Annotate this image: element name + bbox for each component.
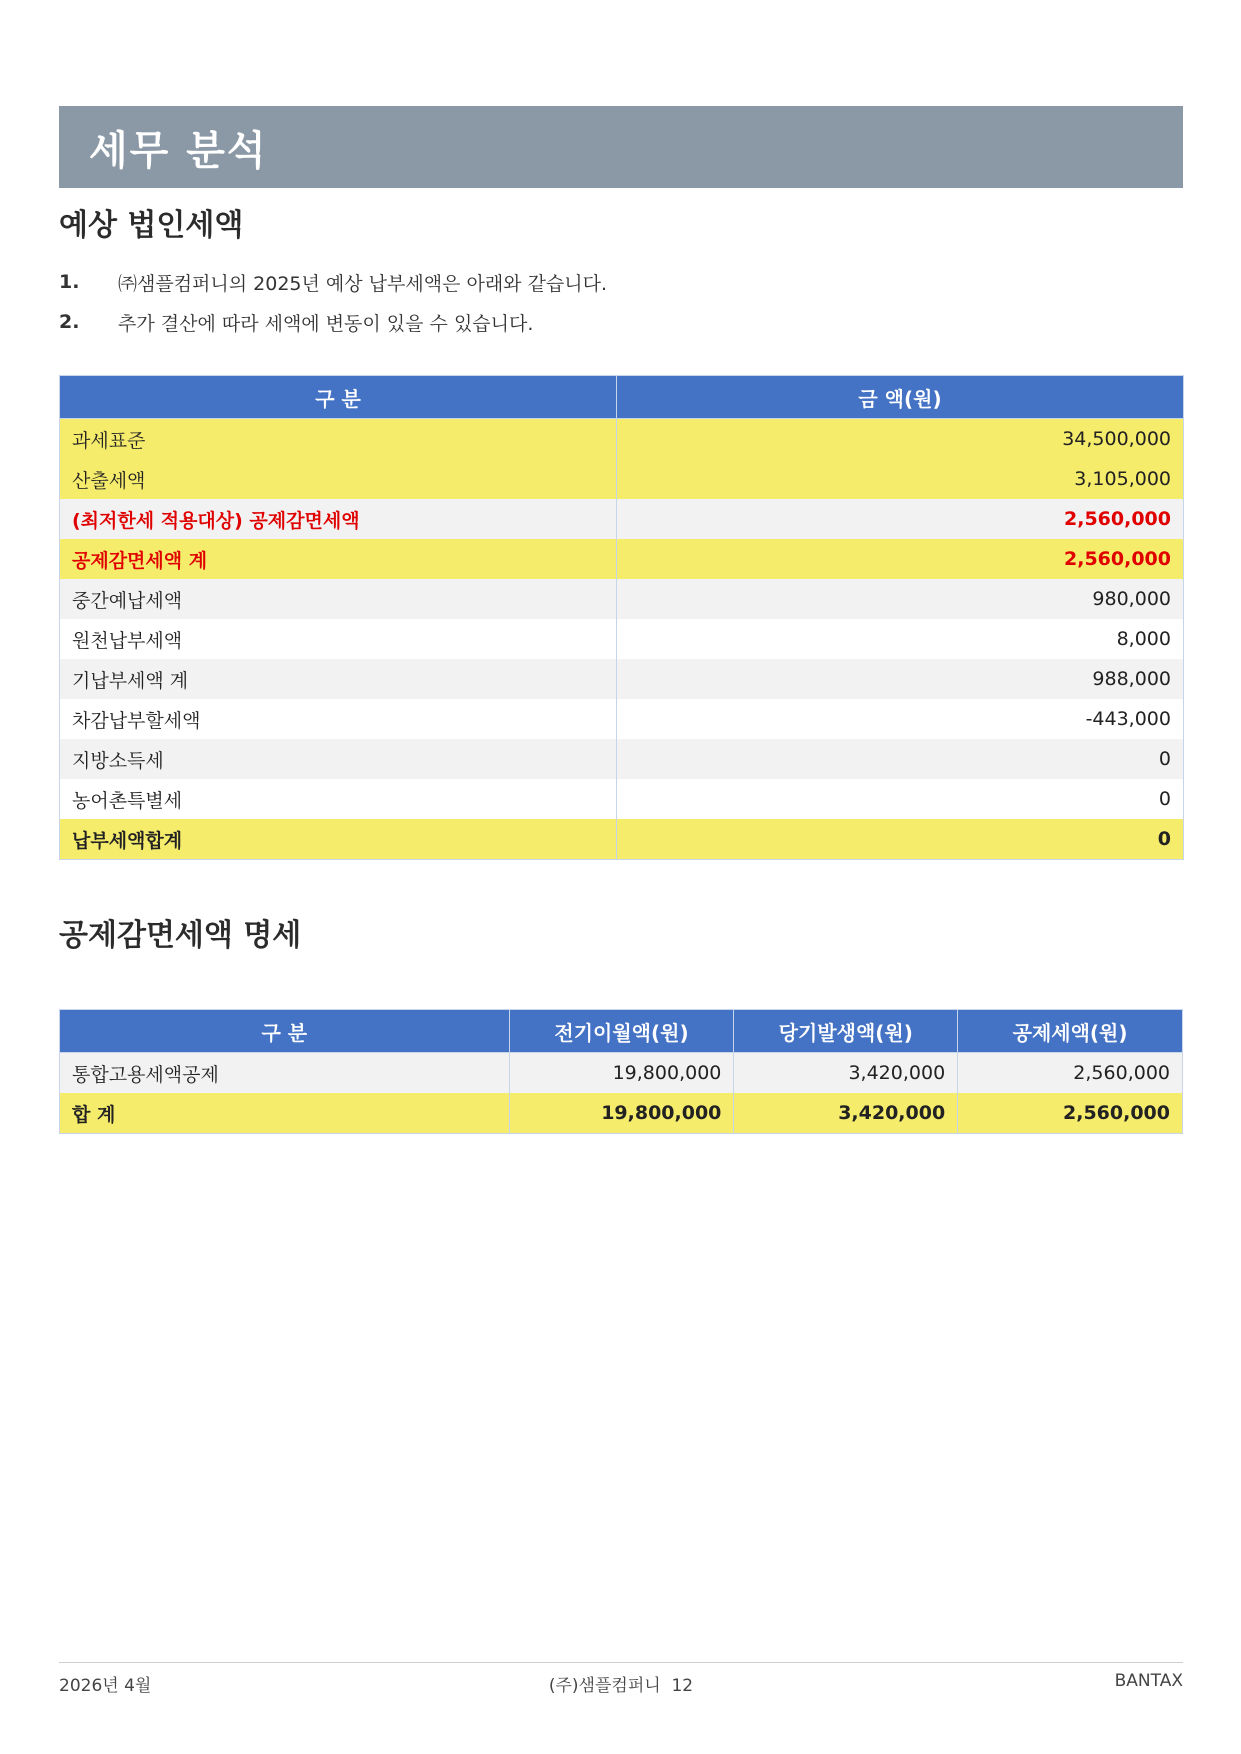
table-row (60, 1093, 1183, 1134)
notes-list (59, 262, 1183, 342)
page-title: 세무 분석 (89, 127, 268, 174)
column-header-deduction: 공제세액(원) (958, 1010, 1183, 1053)
row-deduction: 2,560,000 (958, 1093, 1183, 1134)
row-deduction: 2,560,000 (958, 1053, 1183, 1094)
row-carryover: 19,800,000 (509, 1053, 734, 1094)
row-label: 통합고용세액공제 (60, 1053, 510, 1094)
section-title-deduction-detail: 공제감면세액 명세 (59, 918, 302, 953)
row-label: 중간예납세액 (60, 579, 617, 619)
row-amount: 3,105,000 (617, 459, 1184, 499)
footer-company-page: (주)샘플컴퍼니 12 (548, 1676, 694, 1696)
note-text: ㈜샘플컴퍼니의 2025년 예상 납부세액은 아래와 같습니다. (118, 272, 608, 295)
expected-tax-table-body (60, 419, 1184, 860)
row-label: 납부세액합계 (60, 819, 617, 860)
table-row (60, 699, 1184, 739)
table-row (60, 659, 1184, 699)
footer-brand: BANTAX (1114, 1671, 1183, 1691)
table-row (60, 1053, 1183, 1094)
table-header-row (60, 1010, 1183, 1053)
column-header-category: 구 분 (60, 376, 617, 419)
table-row (60, 459, 1184, 499)
note-item (59, 302, 1183, 342)
table-row (60, 579, 1184, 619)
row-label: 과세표준 (60, 419, 617, 460)
note-item (59, 262, 1183, 302)
row-amount: 988,000 (617, 659, 1184, 699)
row-label: 기납부세액 계 (60, 659, 617, 699)
table-row (60, 419, 1184, 460)
section-title-expected-tax: 예상 법인세액 (59, 208, 244, 243)
row-amount: -443,000 (617, 699, 1184, 739)
row-amount: 980,000 (617, 579, 1184, 619)
row-label: 합 계 (60, 1093, 510, 1134)
page-footer (59, 1662, 1183, 1696)
row-amount: 2,560,000 (617, 539, 1184, 579)
row-amount: 8,000 (617, 619, 1184, 659)
table-row (60, 499, 1184, 539)
page-banner (59, 106, 1183, 188)
row-amount: 34,500,000 (617, 419, 1184, 460)
row-amount: 2,560,000 (617, 499, 1184, 539)
note-text: 추가 결산에 따라 세액에 변동이 있을 수 있습니다. (118, 312, 534, 335)
row-carryover: 19,800,000 (509, 1093, 734, 1134)
note-number: 1. (59, 271, 80, 293)
deduction-detail-table-body (60, 1053, 1183, 1134)
column-header-carryover: 전기이월액(원) (509, 1010, 734, 1053)
table-header-row (60, 376, 1184, 419)
row-amount: 0 (617, 739, 1184, 779)
expected-tax-table (59, 375, 1184, 860)
table-row (60, 779, 1184, 819)
row-amount: 0 (617, 819, 1184, 860)
row-label: 차감납부할세액 (60, 699, 617, 739)
column-header-category: 구 분 (60, 1010, 510, 1053)
row-label: 지방소득세 (60, 739, 617, 779)
table-row (60, 739, 1184, 779)
table-row (60, 819, 1184, 860)
table-row (60, 619, 1184, 659)
row-label: 원천납부세액 (60, 619, 617, 659)
table-row (60, 539, 1184, 579)
row-label: 산출세액 (60, 459, 617, 499)
row-current: 3,420,000 (734, 1053, 958, 1094)
row-label: (최저한세 적용대상) 공제감면세액 (60, 499, 617, 539)
deduction-detail-table (59, 1009, 1183, 1134)
footer-date: 2026년 4월 (59, 1676, 152, 1696)
note-number: 2. (59, 311, 80, 333)
row-amount: 0 (617, 779, 1184, 819)
row-label: 공제감면세액 계 (60, 539, 617, 579)
column-header-current: 당기발생액(원) (734, 1010, 958, 1053)
row-label: 농어촌특별세 (60, 779, 617, 819)
row-current: 3,420,000 (734, 1093, 958, 1134)
column-header-amount: 금 액(원) (617, 376, 1184, 419)
